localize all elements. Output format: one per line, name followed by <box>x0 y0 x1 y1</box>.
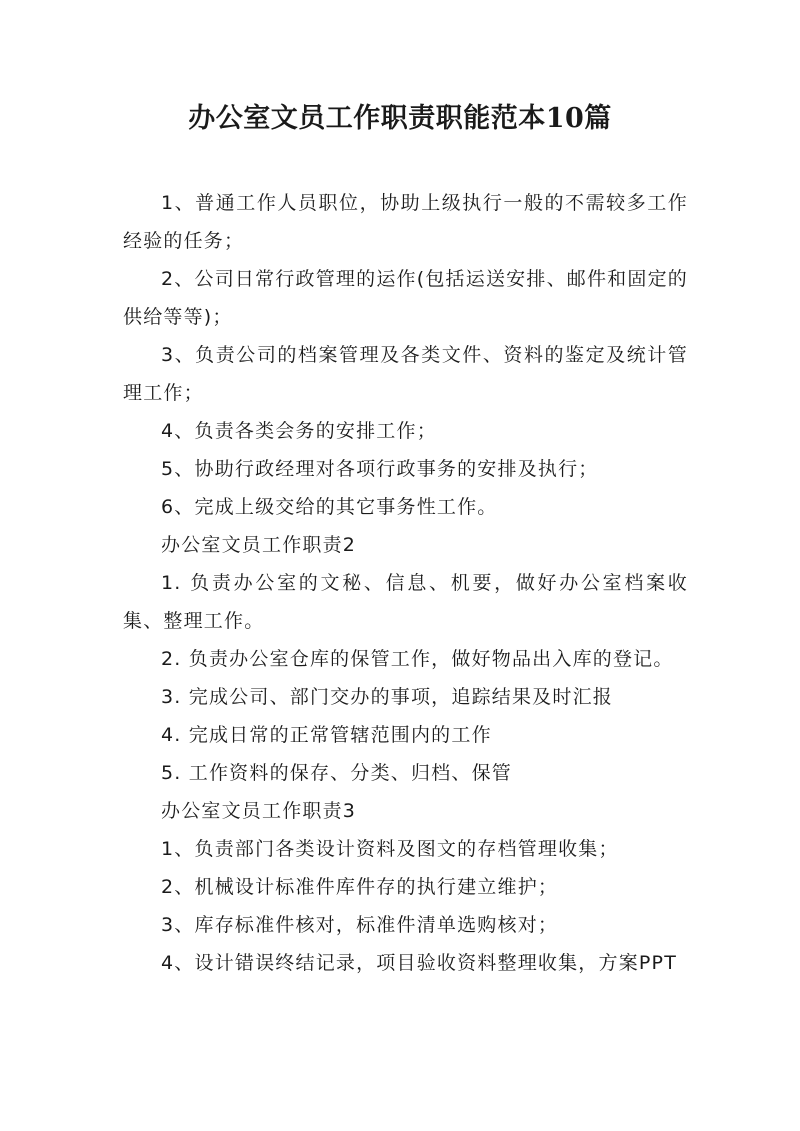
paragraph: 4. 完成日常的正常管辖范围内的工作 <box>161 724 492 746</box>
paragraph: 3. 完成公司、部门交办的事项，追踪结果及时汇报 <box>161 686 613 708</box>
paragraph: 5. 工作资料的保存、分类、归档、保管 <box>161 762 512 784</box>
paragraph: 1、负责部门各类设计资料及图文的存档管理收集； <box>161 838 619 860</box>
paragraph: 4、负责各类会务的安排工作； <box>161 420 437 442</box>
section-heading: 办公室文员工作职责3 <box>161 800 357 822</box>
paragraph: 6、完成上级交给的其它事务性工作。 <box>161 496 498 518</box>
paragraph: 5、协助行政经理对各项行政事务的安排及执行； <box>161 458 599 480</box>
paragraph: 2. 负责办公室仓库的保管工作，做好物品出入库的登记。 <box>161 648 674 670</box>
paragraph: 1. 负责办公室的文秘、信息、机要，做好办公室档案收集、整理工作。 <box>123 572 688 632</box>
paragraph: 4、设计错误终结记录，项目验收资料整理收集，方案PPT <box>161 952 678 974</box>
paragraph: 3、库存标准件核对，标准件清单选购核对； <box>161 914 559 936</box>
paragraph: 1、普通工作人员职位，协助上级执行一般的不需较多工作经验的任务； <box>123 192 688 252</box>
document-body <box>123 184 688 982</box>
section-heading: 办公室文员工作职责2 <box>161 534 357 556</box>
paragraph: 2、公司日常行政管理的运作(包括运送安排、邮件和固定的供给等等)； <box>123 268 688 328</box>
paragraph: 2、机械设计标准件库件存的执行建立维护； <box>161 876 559 898</box>
paragraph: 3、负责公司的档案管理及各类文件、资料的鉴定及统计管理工作； <box>123 344 688 404</box>
document-title: 办公室文员工作职责职能范本10篇 <box>188 103 612 134</box>
